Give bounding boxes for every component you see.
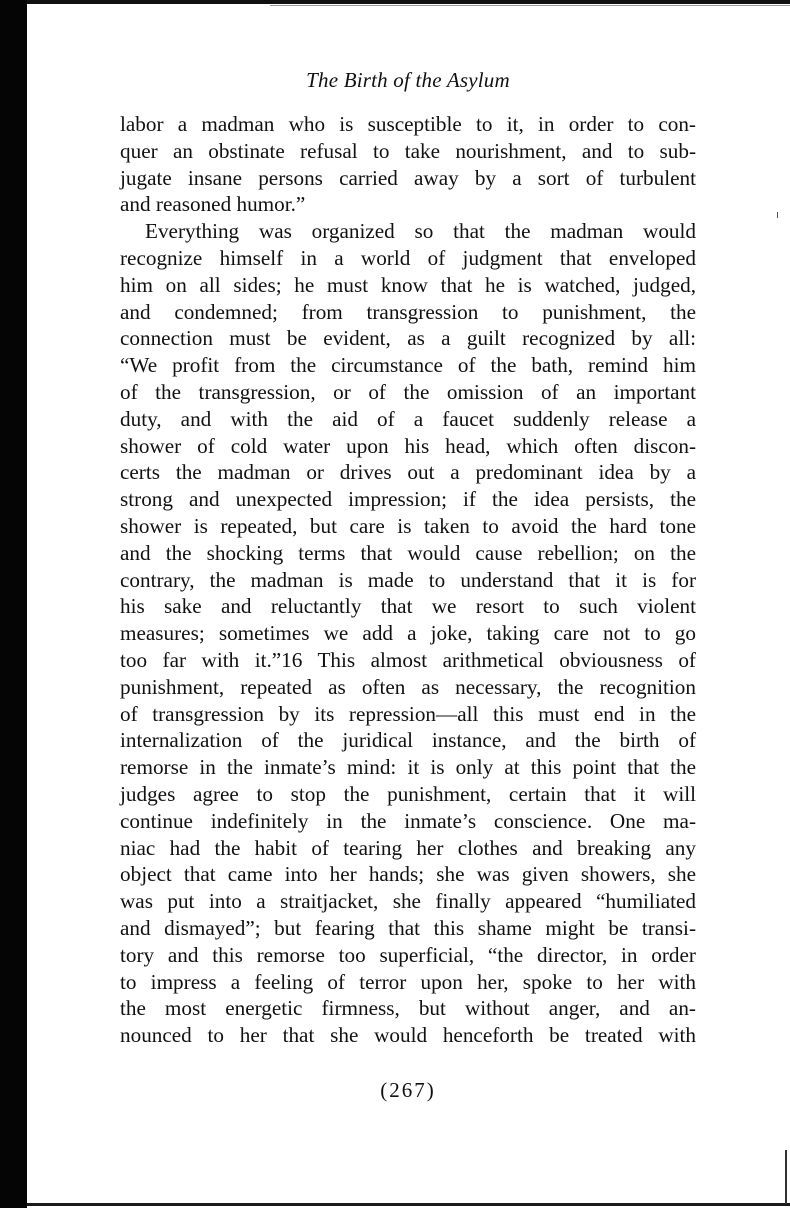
text-line: of transgression by its repression—all this must end in the: [120, 701, 696, 726]
text-line: measures; sometimes we add a joke, taking care not to go: [120, 621, 696, 646]
text-line: recognize himself in a world of judgment that enveloped: [120, 245, 696, 270]
text-line: certs the madman or drives out a predominant idea by a: [120, 460, 696, 485]
text-line: jugate insane persons carried away by a sort of turbulent: [120, 165, 696, 190]
text-line: duty, and with the aid of a faucet suddenly release a: [120, 406, 696, 431]
text-line: the most energetic firmness, but without anger, and an-: [120, 996, 696, 1021]
text-line: punishment, repeated as often as necessary, the recognition: [120, 674, 696, 699]
text-line: tory and this remorse too superficial, “the director, in order: [120, 942, 696, 967]
text-line: connection must be evident, as a guilt recognized by all:: [120, 326, 696, 351]
text-line: strong and unexpected impression; if the idea persists, the: [120, 487, 696, 512]
text-line: too far with it.”16 This almost arithmetical obviousness of: [120, 647, 696, 672]
scan-left-edge-shadow: [0, 0, 27, 1208]
text-line: contrary, the madman is made to understand that it is for: [120, 567, 696, 592]
scan-bottom-edge: [27, 1203, 790, 1206]
scan-top-edge-faint: [270, 5, 790, 6]
paragraph-end-line: and reasoned humor.”: [120, 192, 306, 217]
text-line: object that came into her hands; she was given showers, she: [120, 862, 696, 887]
scan-right-edge: [785, 1150, 787, 1204]
text-line: remorse in the inmate’s mind: it is only at this point that the: [120, 755, 696, 780]
text-line: of the transgression, or of the omission of an important: [120, 379, 696, 404]
text-line: continue indefinitely in the inmate’s conscience. One ma-: [120, 808, 696, 833]
text-line: to impress a feeling of terror upon her, spoke to her with: [120, 969, 696, 994]
text-line: and the shocking terms that would cause rebellion; on the: [120, 540, 696, 565]
page-number: (267): [380, 1078, 436, 1102]
text-line: him on all sides; he must know that he is watched, judged,: [120, 272, 696, 297]
text-line: shower is repeated, but care is taken to avoid the hard tone: [120, 513, 696, 538]
paragraph-start-line: Everything was organized so that the madman would: [145, 219, 696, 244]
text-line: labor a madman who is susceptible to it, in order to con-: [120, 112, 696, 136]
text-line: quer an obstinate refusal to take nourishment, and to sub-: [120, 138, 696, 163]
text-line: his sake and reluctantly that we resort to such violent: [120, 594, 696, 619]
text-line: judges agree to stop the punishment, certain that it will: [120, 781, 696, 806]
text-line: “We profit from the circumstance of the bath, remind him: [120, 353, 696, 378]
text-line: shower of cold water upon his head, which often discon-: [120, 433, 696, 458]
text-line: internalization of the juridical instance, and the birth of: [120, 728, 696, 753]
text-line: niac had the habit of tearing her clothes and breaking any: [120, 835, 696, 860]
text-line: was put into a straitjacket, she finally appeared “humiliated: [120, 889, 696, 914]
scan-top-edge: [27, 0, 790, 4]
running-head: The Birth of the Asylum: [306, 68, 510, 92]
text-line: nounced to her that she would henceforth be treated with: [120, 1023, 696, 1048]
body-text: [120, 111, 696, 1049]
text-line: and condemned; from transgression to punishment, the: [120, 299, 696, 324]
text-line: and dismayed”; but fearing that this shame might be transi-: [120, 915, 696, 940]
scan-speck: [777, 212, 778, 218]
